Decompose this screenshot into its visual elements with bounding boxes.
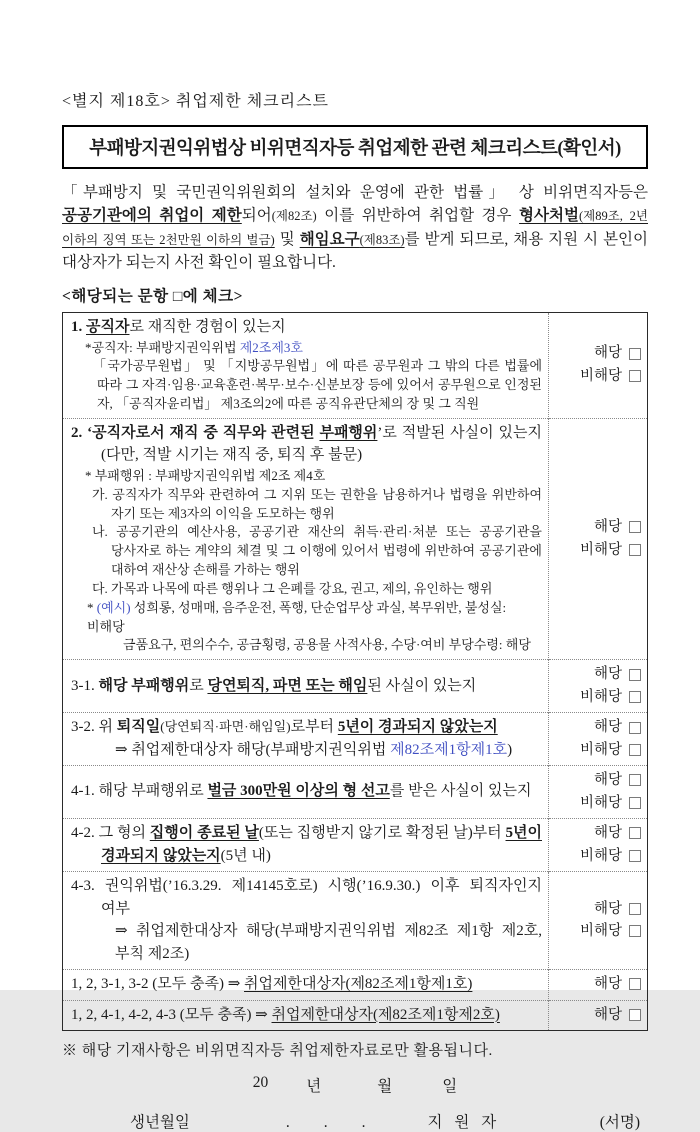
row42-text2: (또는 집행받지 않기로 확정된 날)부터 xyxy=(258,825,506,842)
intro-ref-art83: (제83조) xyxy=(359,232,405,247)
row43-no-checkbox[interactable] xyxy=(629,925,641,937)
row2-example-not-applicable: 성희롱, 성매매, 음주운전, 폭행, 단순업무상 과실, 복무위반, 불성실: 비해당 xyxy=(87,599,507,634)
intro-emph-employment-restricted: 공공기관에의 취업이 제한 xyxy=(62,207,242,225)
intro-text: 되어 xyxy=(241,207,272,225)
row31-no-checkbox[interactable] xyxy=(629,691,641,703)
intro-ref-art89: (제89조, 2년 이하의 징역 또는 2천만원 이하의 벌금) xyxy=(62,209,648,247)
row32-yes-label: 해당 xyxy=(593,719,622,736)
row32-paren: (당연퇴직·파면·해임일) xyxy=(160,719,291,735)
summary1-result: 취업제한대상자(제82조제1항제1호) xyxy=(244,976,473,993)
birthdate-label: 생년월일 xyxy=(130,1114,190,1132)
intro-paragraph xyxy=(62,181,648,274)
row41-no-label: 비해당 xyxy=(579,794,622,811)
birthdate-dot3: . xyxy=(361,1114,366,1132)
row2-example-label: (예시) xyxy=(96,599,131,615)
signature-label: (서명) xyxy=(599,1114,640,1132)
row32-text2: 로부터 xyxy=(290,719,338,736)
doc-label: <별지 제18호> 취업제한 체크리스트 xyxy=(62,93,329,110)
row42-keyword1: 집행이 종료된 날 xyxy=(149,825,259,842)
row1-no-label: 비해당 xyxy=(579,367,622,384)
row42-yes-checkbox[interactable] xyxy=(629,827,641,839)
row32-no-checkbox[interactable] xyxy=(629,744,641,756)
row41-text: 해당 부패행위로 xyxy=(98,783,208,800)
intro-emph-criminal-penalty: 형사처벌 xyxy=(519,207,579,225)
summary1-condition: 1, 2, 3-1, 3-2 (모두 충족) ⇒ xyxy=(71,976,245,993)
row32-no-label: 비해당 xyxy=(579,741,622,758)
summary-row-2 xyxy=(63,1000,648,1031)
row1-title: 로 재직한 경험이 있는지 xyxy=(129,319,286,335)
intro-text: 를 받게 되므로, 채용 지원 시 본인이 대상자가 되는지 사전 확인이 필요합니다. xyxy=(62,230,648,271)
checklist-table xyxy=(62,312,648,1031)
birthdate-dot1: . xyxy=(285,1114,290,1132)
intro-text: 이를 위반하여 취업할 경우 xyxy=(316,207,520,225)
row31-number: 3-1. xyxy=(71,677,95,694)
date-month-label: 월 xyxy=(377,1078,393,1096)
row31-keyword: 당연퇴직, 파면 또는 해임 xyxy=(207,677,368,694)
row43-no-label: 비해당 xyxy=(579,923,622,940)
row32-law-ref: 제82조제1항제1호 xyxy=(390,741,508,758)
row31-yes-checkbox[interactable] xyxy=(629,669,641,681)
row1-keyword: 공직자 xyxy=(86,319,130,335)
row32-yes-checkbox[interactable] xyxy=(629,722,641,734)
title-box xyxy=(62,125,648,169)
page-title: 부패방지권익위법상 비위면직자등 취업제한 관련 체크리스트(확인서) xyxy=(89,139,621,159)
row2-example-applicable: 금품요구, 편의수수, 공금횡령, 공용물 사적사용, 수당·여비 부당수령: 해당 xyxy=(123,637,531,653)
row43-text: 권익위법(’16.3.29. 제14145호로) 시행(’16.9.30.) 이후 퇴직자인지 여부 xyxy=(101,878,543,917)
row41-text2: 를 받은 사실이 있는지 xyxy=(389,783,532,800)
row1-note: *공직자: 부패방지권익위법 xyxy=(85,339,240,355)
intro-ref-art82: (제82조) xyxy=(271,209,317,224)
date-year-label: 년 xyxy=(306,1078,322,1096)
row31-yes-label: 해당 xyxy=(593,666,622,683)
row42-text3: (5년 내) xyxy=(220,847,271,864)
row1-yes-checkbox[interactable] xyxy=(629,348,641,360)
birthdate-dot2: . xyxy=(323,1114,328,1132)
row32-result-close: ) xyxy=(507,741,513,758)
row43-number: 4-3. xyxy=(71,878,95,895)
row41-no-checkbox[interactable] xyxy=(629,797,641,809)
intro-text: 및 xyxy=(274,230,300,248)
row1-definition: 「국가공무원법」 및 「지방공무원법」에 따른 공무원과 그 밖의 다른 법률에 따라 그 자격·임용·교육훈련·복무·보수·신분보장 등에 있어서 공무원으로 인정된 자, 「공직자윤리법」 제3조의2에 따른 공직유관단체의 장 및 그 직원 xyxy=(93,358,542,412)
row42-text: 그 형의 xyxy=(98,825,150,842)
applicant-label: 지 원 자 xyxy=(427,1114,501,1132)
row42-no-checkbox[interactable] xyxy=(629,850,641,862)
checklist-row-3-1 xyxy=(63,660,648,713)
row2-number: 2. xyxy=(71,424,83,441)
date-line xyxy=(62,1074,648,1096)
checklist-row-1 xyxy=(63,313,648,419)
row41-yes-label: 해당 xyxy=(593,772,622,789)
check-instruction: <해당되는 문항 □에 체크> xyxy=(62,288,243,305)
checklist-row-4-3 xyxy=(63,872,648,970)
checklist-row-3-2 xyxy=(63,713,648,766)
row32-bold: 퇴직일 xyxy=(116,719,161,736)
row41-keyword: 벌금 300만원 이상의 형 선고 xyxy=(207,783,390,800)
row41-number: 4-1. xyxy=(71,783,95,800)
row2-example-star: * xyxy=(87,599,97,615)
row42-yes-label: 해당 xyxy=(593,825,622,842)
row2-item-da: 다. 가목과 나목에 따른 행위나 그 은폐를 강요, 권고, 제의, 유인하는 행위 xyxy=(92,580,493,596)
row2-note: * 부패행위 : 부패방지권익위법 제2조 제4호 xyxy=(85,467,326,483)
row2-no-label: 비해당 xyxy=(579,541,622,558)
signature-line xyxy=(62,1110,648,1132)
row43-result: ⇒ 취업제한대상자 해당(부패방지권익위법 제82조 제1항 제2호, 부칙 제2조) xyxy=(115,923,542,962)
summary2-yes-checkbox[interactable] xyxy=(629,1009,641,1021)
summary1-yes-checkbox[interactable] xyxy=(629,978,641,990)
summary2-result: 취업제한대상자(제82조제1항제2호) xyxy=(271,1006,500,1023)
row41-yes-checkbox[interactable] xyxy=(629,774,641,786)
row2-no-checkbox[interactable] xyxy=(629,544,641,556)
row42-number: 4-2. xyxy=(71,825,95,842)
summary2-condition: 1, 2, 4-1, 4-2, 4-3 (모두 충족) ⇒ xyxy=(71,1006,272,1023)
row43-yes-checkbox[interactable] xyxy=(629,903,641,915)
summary2-yes-label: 해당 xyxy=(593,1006,622,1023)
checklist-row-4-1 xyxy=(63,766,648,819)
summary1-yes-label: 해당 xyxy=(593,976,622,993)
row2-title-bold: ‘공직자로서 재직 중 직무와 관련된 xyxy=(87,424,320,441)
date-year-prefix: 20 xyxy=(252,1074,269,1092)
date-day-label: 일 xyxy=(442,1078,458,1096)
checklist-row-4-2 xyxy=(63,819,648,872)
row2-yes-checkbox[interactable] xyxy=(629,521,641,533)
row1-no-checkbox[interactable] xyxy=(629,370,641,382)
row42-no-label: 비해당 xyxy=(579,847,622,864)
row2-item-na: 나. 공공기관의 예산사용, 공공기관 재산의 취득·관리·처분 또는 공공기관을 당사자로 하는 계약의 체결 및 그 이행에 있어서 법령에 위반하여 공공기관에 대하여 재산상 손해를 가하는 행위 xyxy=(92,524,542,578)
row1-yes-label: 해당 xyxy=(593,345,622,362)
row32-text: 위 xyxy=(98,719,117,736)
row2-title: ’로 적발된 사실이 있는지 (다만, 적발 시기는 재직 중, 퇴직 후 불문) xyxy=(101,424,542,464)
row32-keyword: 5년이 경과되지 않았는지 xyxy=(337,719,498,736)
usage-note: ※ 해당 기재사항은 비위면직자등 취업제한자료로만 활용됩니다. xyxy=(62,1043,493,1060)
intro-emph-dismissal-request: 해임요구 xyxy=(299,230,360,248)
row31-bold: 해당 부패행위 xyxy=(98,677,190,694)
intro-text: 「부패방지 및 국민권익위원회의 설치와 운영에 관한 법률」 상 비위면직자등은 xyxy=(62,184,648,201)
row42-keyword2: 5년이 경과되지 않았는지 xyxy=(101,825,542,864)
row1-number: 1. xyxy=(71,319,83,335)
checklist-row-2 xyxy=(63,418,648,659)
row31-text: 로 xyxy=(189,677,208,694)
row1-law-ref: 제2조제3호 xyxy=(239,339,303,355)
row2-keyword: 부패행위 xyxy=(319,424,378,441)
row32-result: ⇒ 취업제한대상자 해당(부패방지권익위법 xyxy=(115,741,391,758)
row43-yes-label: 해당 xyxy=(593,900,622,917)
row32-number: 3-2. xyxy=(71,719,95,736)
summary-row-1 xyxy=(63,970,648,1001)
row2-yes-label: 해당 xyxy=(593,519,622,536)
row31-no-label: 비해당 xyxy=(579,688,622,705)
row2-item-ga: 가. 공직자가 직무와 관련하여 그 지위 또는 권한을 남용하거나 법령을 위반하여 자기 또는 제3자의 이익을 도모하는 행위 xyxy=(92,486,542,521)
row31-text2: 된 사실이 있는지 xyxy=(367,677,477,694)
